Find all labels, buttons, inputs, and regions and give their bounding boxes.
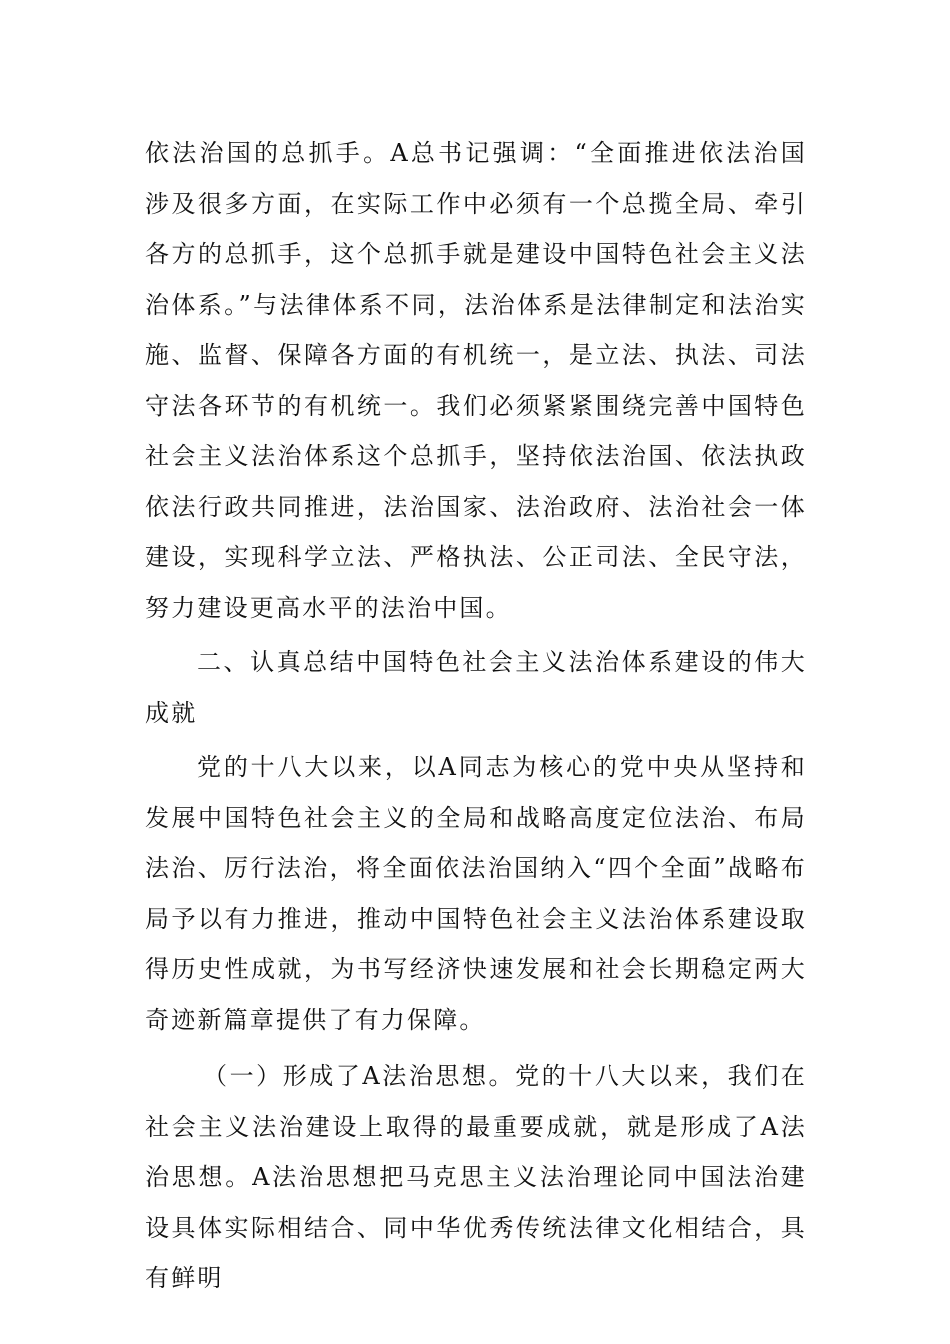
- document-body: [145, 128, 807, 1304]
- body-paragraph: 党的十八大以来，以A同志为核心的党中央从坚持和发展中国特色社会主义的全局和战略高度定位法治、布局法治、厉行法治，将全面依法治国纳入“四个全面”战略布局予以有力推进，推动中国特色社会主义法治体系建设取得历史性成就，为书写经济快速发展和社会长期稳定两大奇迹新篇章提供了有力保障。: [145, 753, 807, 1034]
- body-paragraph: 依法治国的总抓手。A总书记强调：“全面推进依法治国涉及很多方面，在实际工作中必须有一个总揽全局、牵引各方的总抓手，这个总抓手就是建设中国特色社会主义法治体系。”与法律体系不同，法治体系是法律制定和法治实施、监督、保障各方面的有机统一，是立法、执法、司法守法各环节的有机统一。我们必须紧紧围绕完善中国特色社会主义法治体系这个总抓手，坚持依法治国、依法执政依法行政共同推进，法治国家、法治政府、法治社会一体建设，实现科学立法、严格执法、公正司法、全民守法，努力建设更高水平的法治中国。: [145, 139, 807, 622]
- section-heading: 二、认真总结中国特色社会主义法治体系建设的伟大成就: [145, 648, 807, 727]
- subsection-paragraph: （一）形成了A法治思想。党的十八大以来，我们在社会主义法治建设上取得的最重要成就，就是形成了A法治思想。A法治思想把马克思主义法治理论同中国法治建设具体实际相结合、同中华优秀传统法律文化相结合，具有鲜明: [145, 1062, 807, 1292]
